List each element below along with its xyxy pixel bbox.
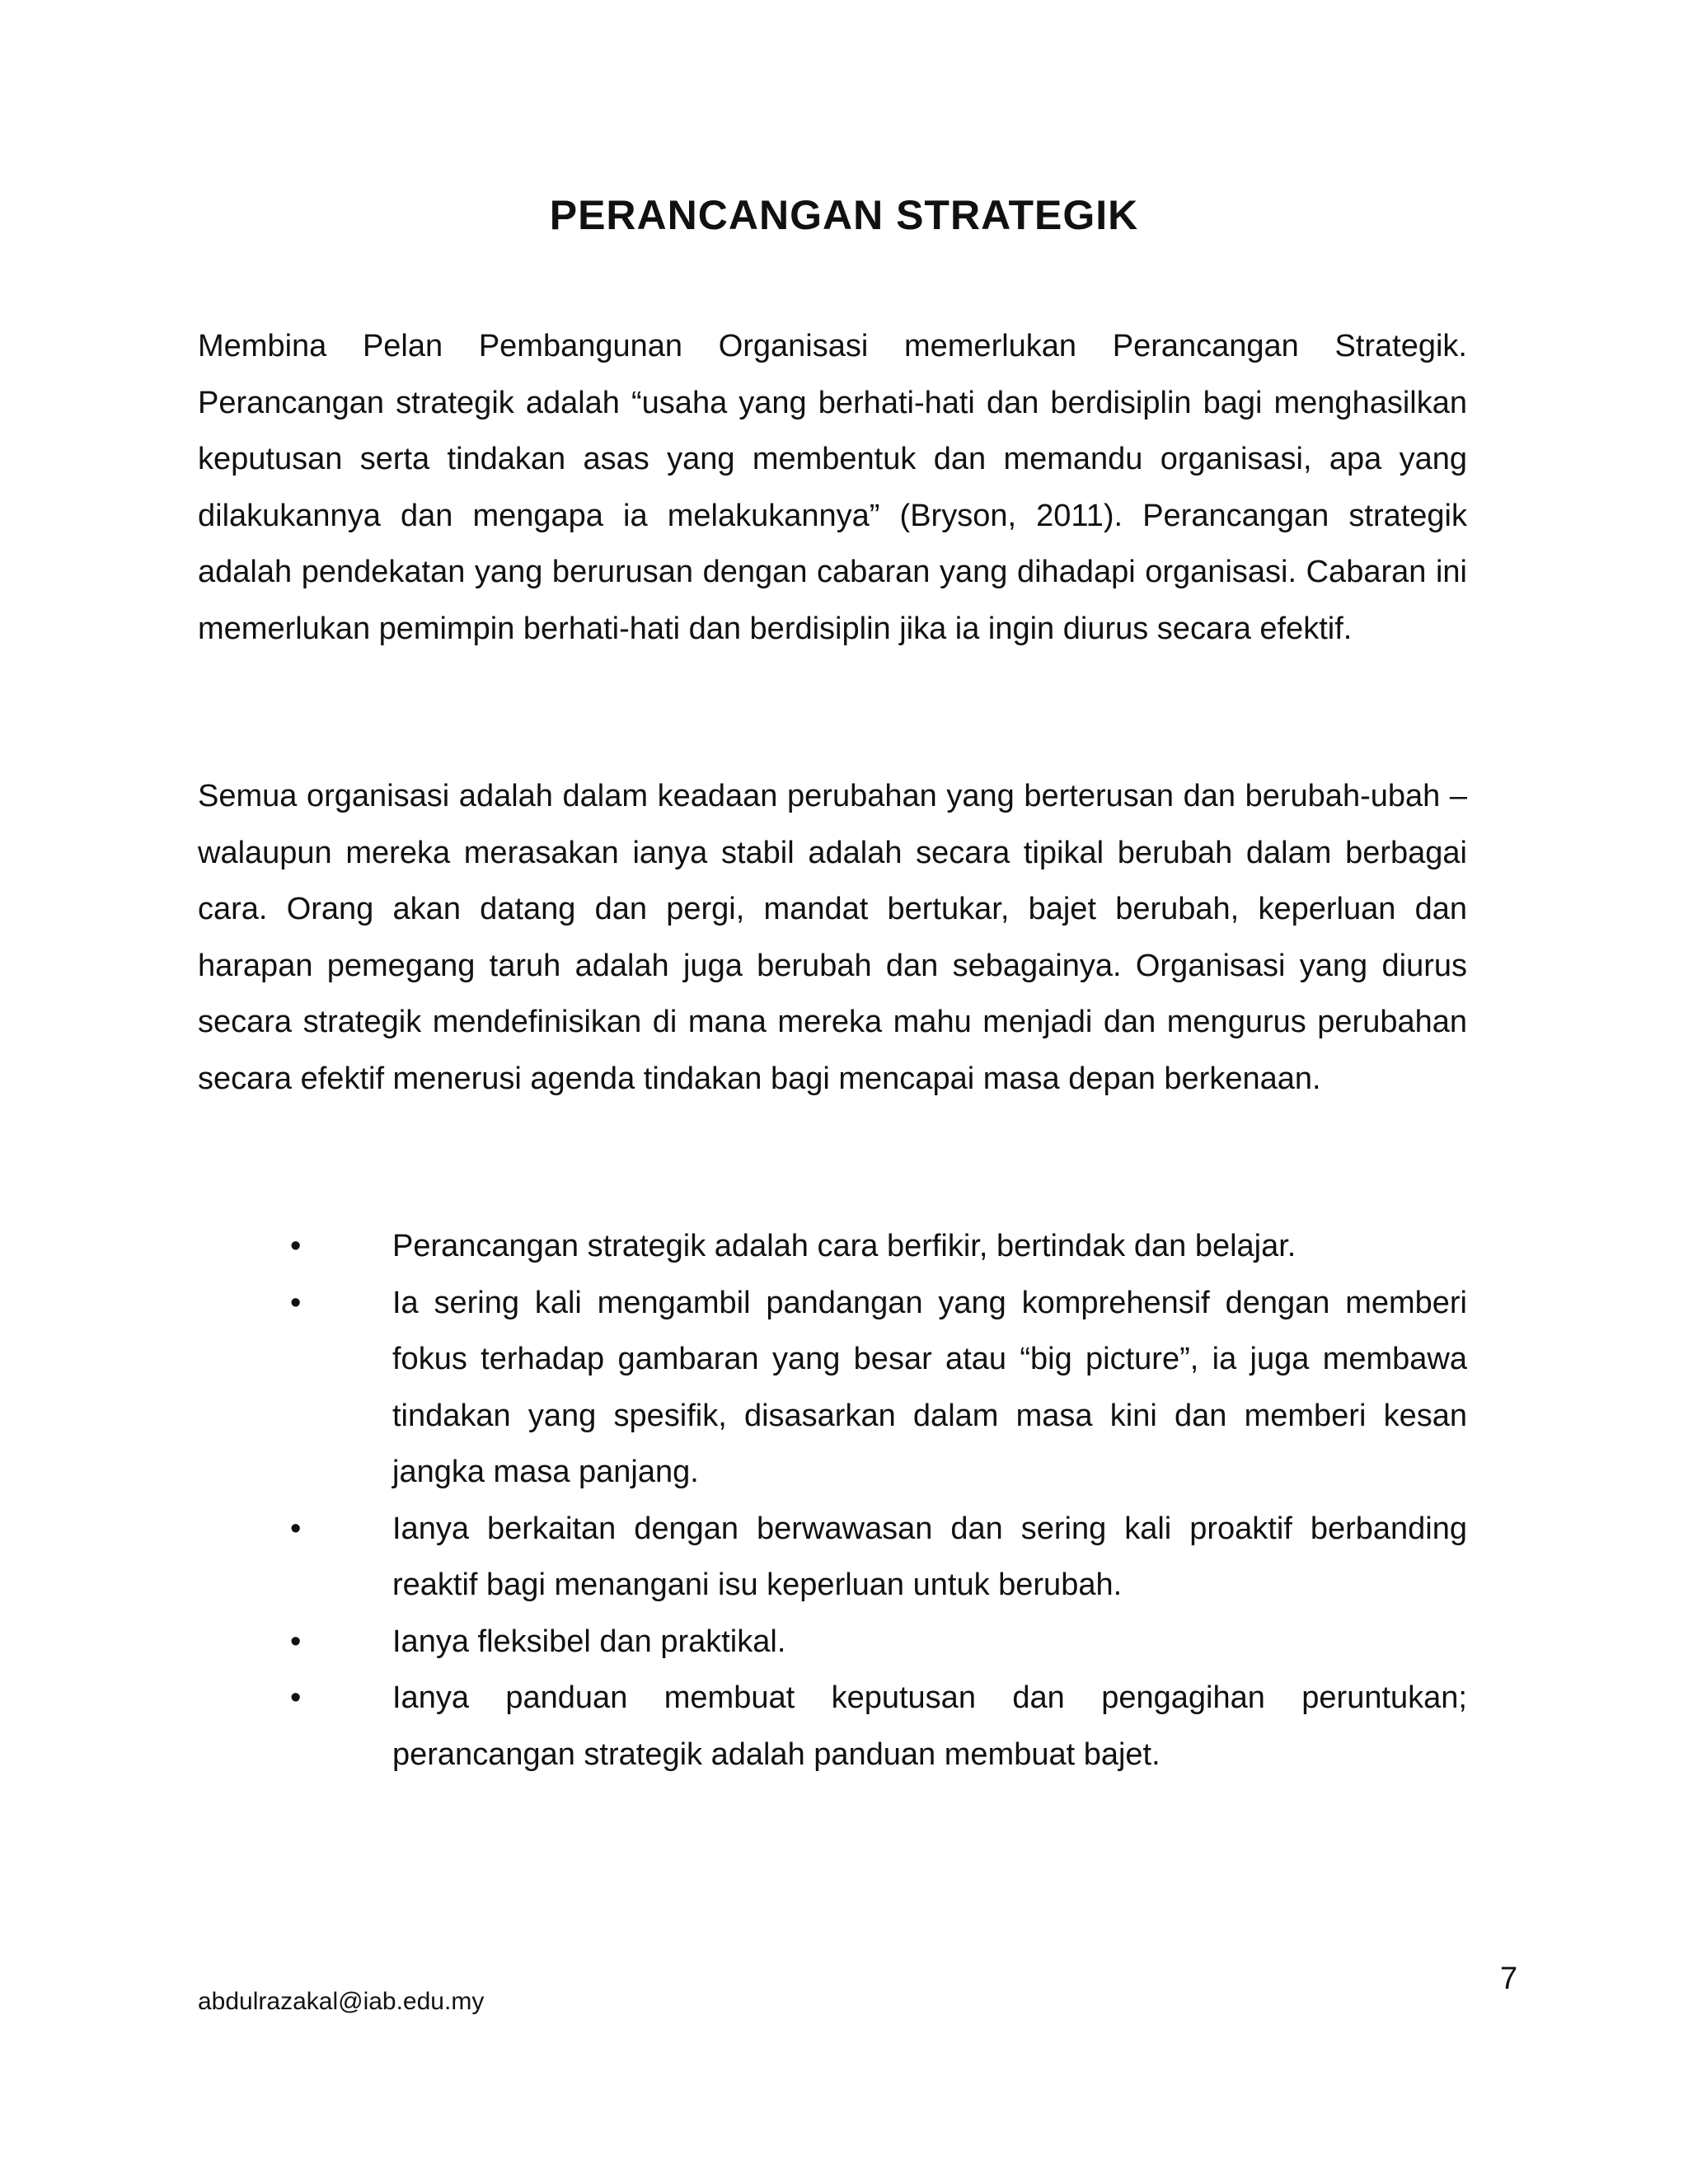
paragraph-1: Membina Pelan Pembangunan Organisasi memerlukan Perancangan Strategik. Perancangan strategik adalah “usaha yang berhati-hati dan berdisiplin bagi menghasilkan keputusan serta tindakan asas yang membentuk dan memandu organisasi, apa yang dilakukannya dan mengapa ia melakukannya” (Bryson, 2011). Perancangan strategik adalah pendekatan yang berurusan dengan cabaran yang dihadapi organisasi. Cabaran ini memerlukan pemimpin berhati-hati dan berdisiplin jika ia ingin diurus secara efektif. bbox=[198, 329, 1467, 646]
bullet-text: Ianya fleksibel dan praktikal. bbox=[392, 1624, 786, 1659]
bullet-text: Ianya panduan membuat keputusan dan pengagihan peruntukan; perancangan strategik adalah panduan membuat bajet. bbox=[392, 1680, 1467, 1772]
bullet-icon: • bbox=[290, 1511, 302, 1546]
footer-email: abdulrazakal@iab.edu.my bbox=[198, 1988, 485, 2015]
bullet-item-4 bbox=[198, 1614, 1467, 1671]
paragraph-2: Semua organisasi adalah dalam keadaan perubahan yang berterusan dan berubah-ubah – walaupun mereka merasakan ianya stabil adalah secara tipikal berubah dalam berbagai cara. Orang akan datang dan pergi, mandat bertukar, bajet berubah, keperluan dan harapan pemegang taruh adalah juga berubah dan sebagainya. Organisasi yang diurus secara strategik mendefinisikan di mana mereka mahu menjadi dan mengurus perubahan secara efektif menerusi agenda tindakan bagi mencapai masa depan berkenaan. bbox=[198, 779, 1467, 1096]
bullet-item-1 bbox=[198, 1218, 1467, 1275]
page-number: 7 bbox=[1500, 1961, 1518, 1996]
bullet-item-2 bbox=[198, 1275, 1467, 1501]
bullet-item-3 bbox=[198, 1501, 1467, 1614]
bullet-icon: • bbox=[290, 1680, 302, 1715]
bullet-list bbox=[198, 1218, 1467, 1783]
bullet-item-5 bbox=[198, 1670, 1467, 1783]
bullet-text: Perancangan strategik adalah cara berfikir, bertindak dan belajar. bbox=[392, 1229, 1296, 1263]
bullet-text: Ia sering kali mengambil pandangan yang komprehensif dengan memberi fokus terhadap gambaran yang besar atau “big picture”, ia juga membawa tindakan yang spesifik, disasarkan dalam masa kini dan memberi kesan jangka masa panjang. bbox=[392, 1285, 1467, 1489]
page-title: PERANCANGAN STRATEGIK bbox=[549, 192, 1139, 238]
bullet-icon: • bbox=[290, 1624, 302, 1659]
bullet-icon: • bbox=[290, 1229, 302, 1263]
bullet-icon: • bbox=[290, 1285, 302, 1320]
bullet-text: Ianya berkaitan dengan berwawasan dan sering kali proaktif berbanding reaktif bagi menangani isu keperluan untuk berubah. bbox=[392, 1511, 1467, 1602]
